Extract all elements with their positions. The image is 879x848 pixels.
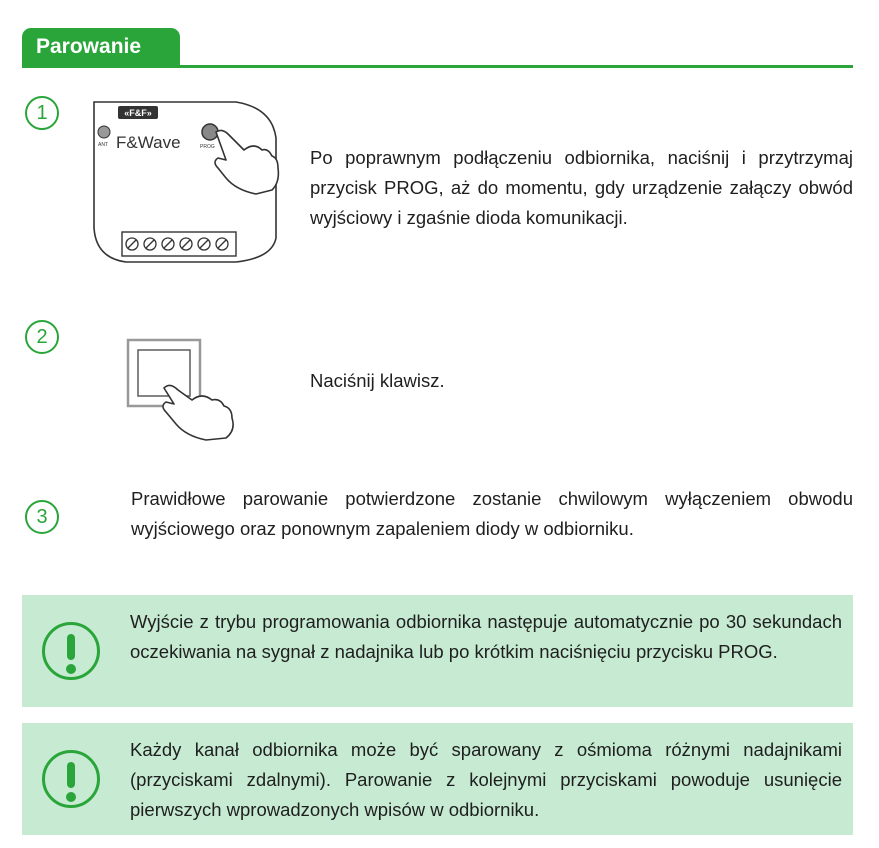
receiver-device-illustration [86,98,280,266]
exclamation-icon [42,750,100,808]
brand-logo-text: «F&F» [124,108,152,118]
exclamation-icon [42,622,100,680]
wall-switch-illustration [126,330,246,445]
note-1-text: Wyjście z trybu programowania odbiornika następuje automatycznie po 30 sekundach oczekiwania na sygnał z nadajnika lub po krótkim naciśnięciu przycisku PROG. [130,611,842,662]
step-1-number: 1 [25,96,59,130]
ant-label: ANT [98,142,108,148]
step-2-number: 2 [25,320,59,354]
step-1-text: Po poprawnym podłączeniu odbiornika, naciśnij i przytrzymaj przycisk PROG, aż do momentu, gdy urządzenie załączy obwód wyjściowy i zgaśnie dioda komunikacji. [310,147,853,228]
ant-led-icon [98,126,110,138]
note-2-text: Każdy kanał odbiornika może być sparowany z ośmioma różnymi nadajnikami (przyciskami zdalnymi). Parowanie z kolejnymi przyciskami powoduje usunięcie pierwszych wprowadzonych wpisów w odbiorniku. [130,739,842,820]
device-name: F&Wave [116,133,181,152]
step-3-text: Prawidłowe parowanie potwierdzone zostanie chwilowym wyłączeniem obwodu wyjściowego oraz ponownym zapaleniem diody w odbiorniku. [131,488,853,539]
info-note-2 [22,723,853,835]
info-note-1 [22,595,853,707]
step-2-text: Naciśnij klawisz. [310,370,445,391]
prog-label: PROG [200,144,215,150]
section-header [22,28,853,68]
section-title: Parowanie [22,28,180,66]
step-3-number: 3 [25,500,59,534]
header-divider [22,65,853,68]
